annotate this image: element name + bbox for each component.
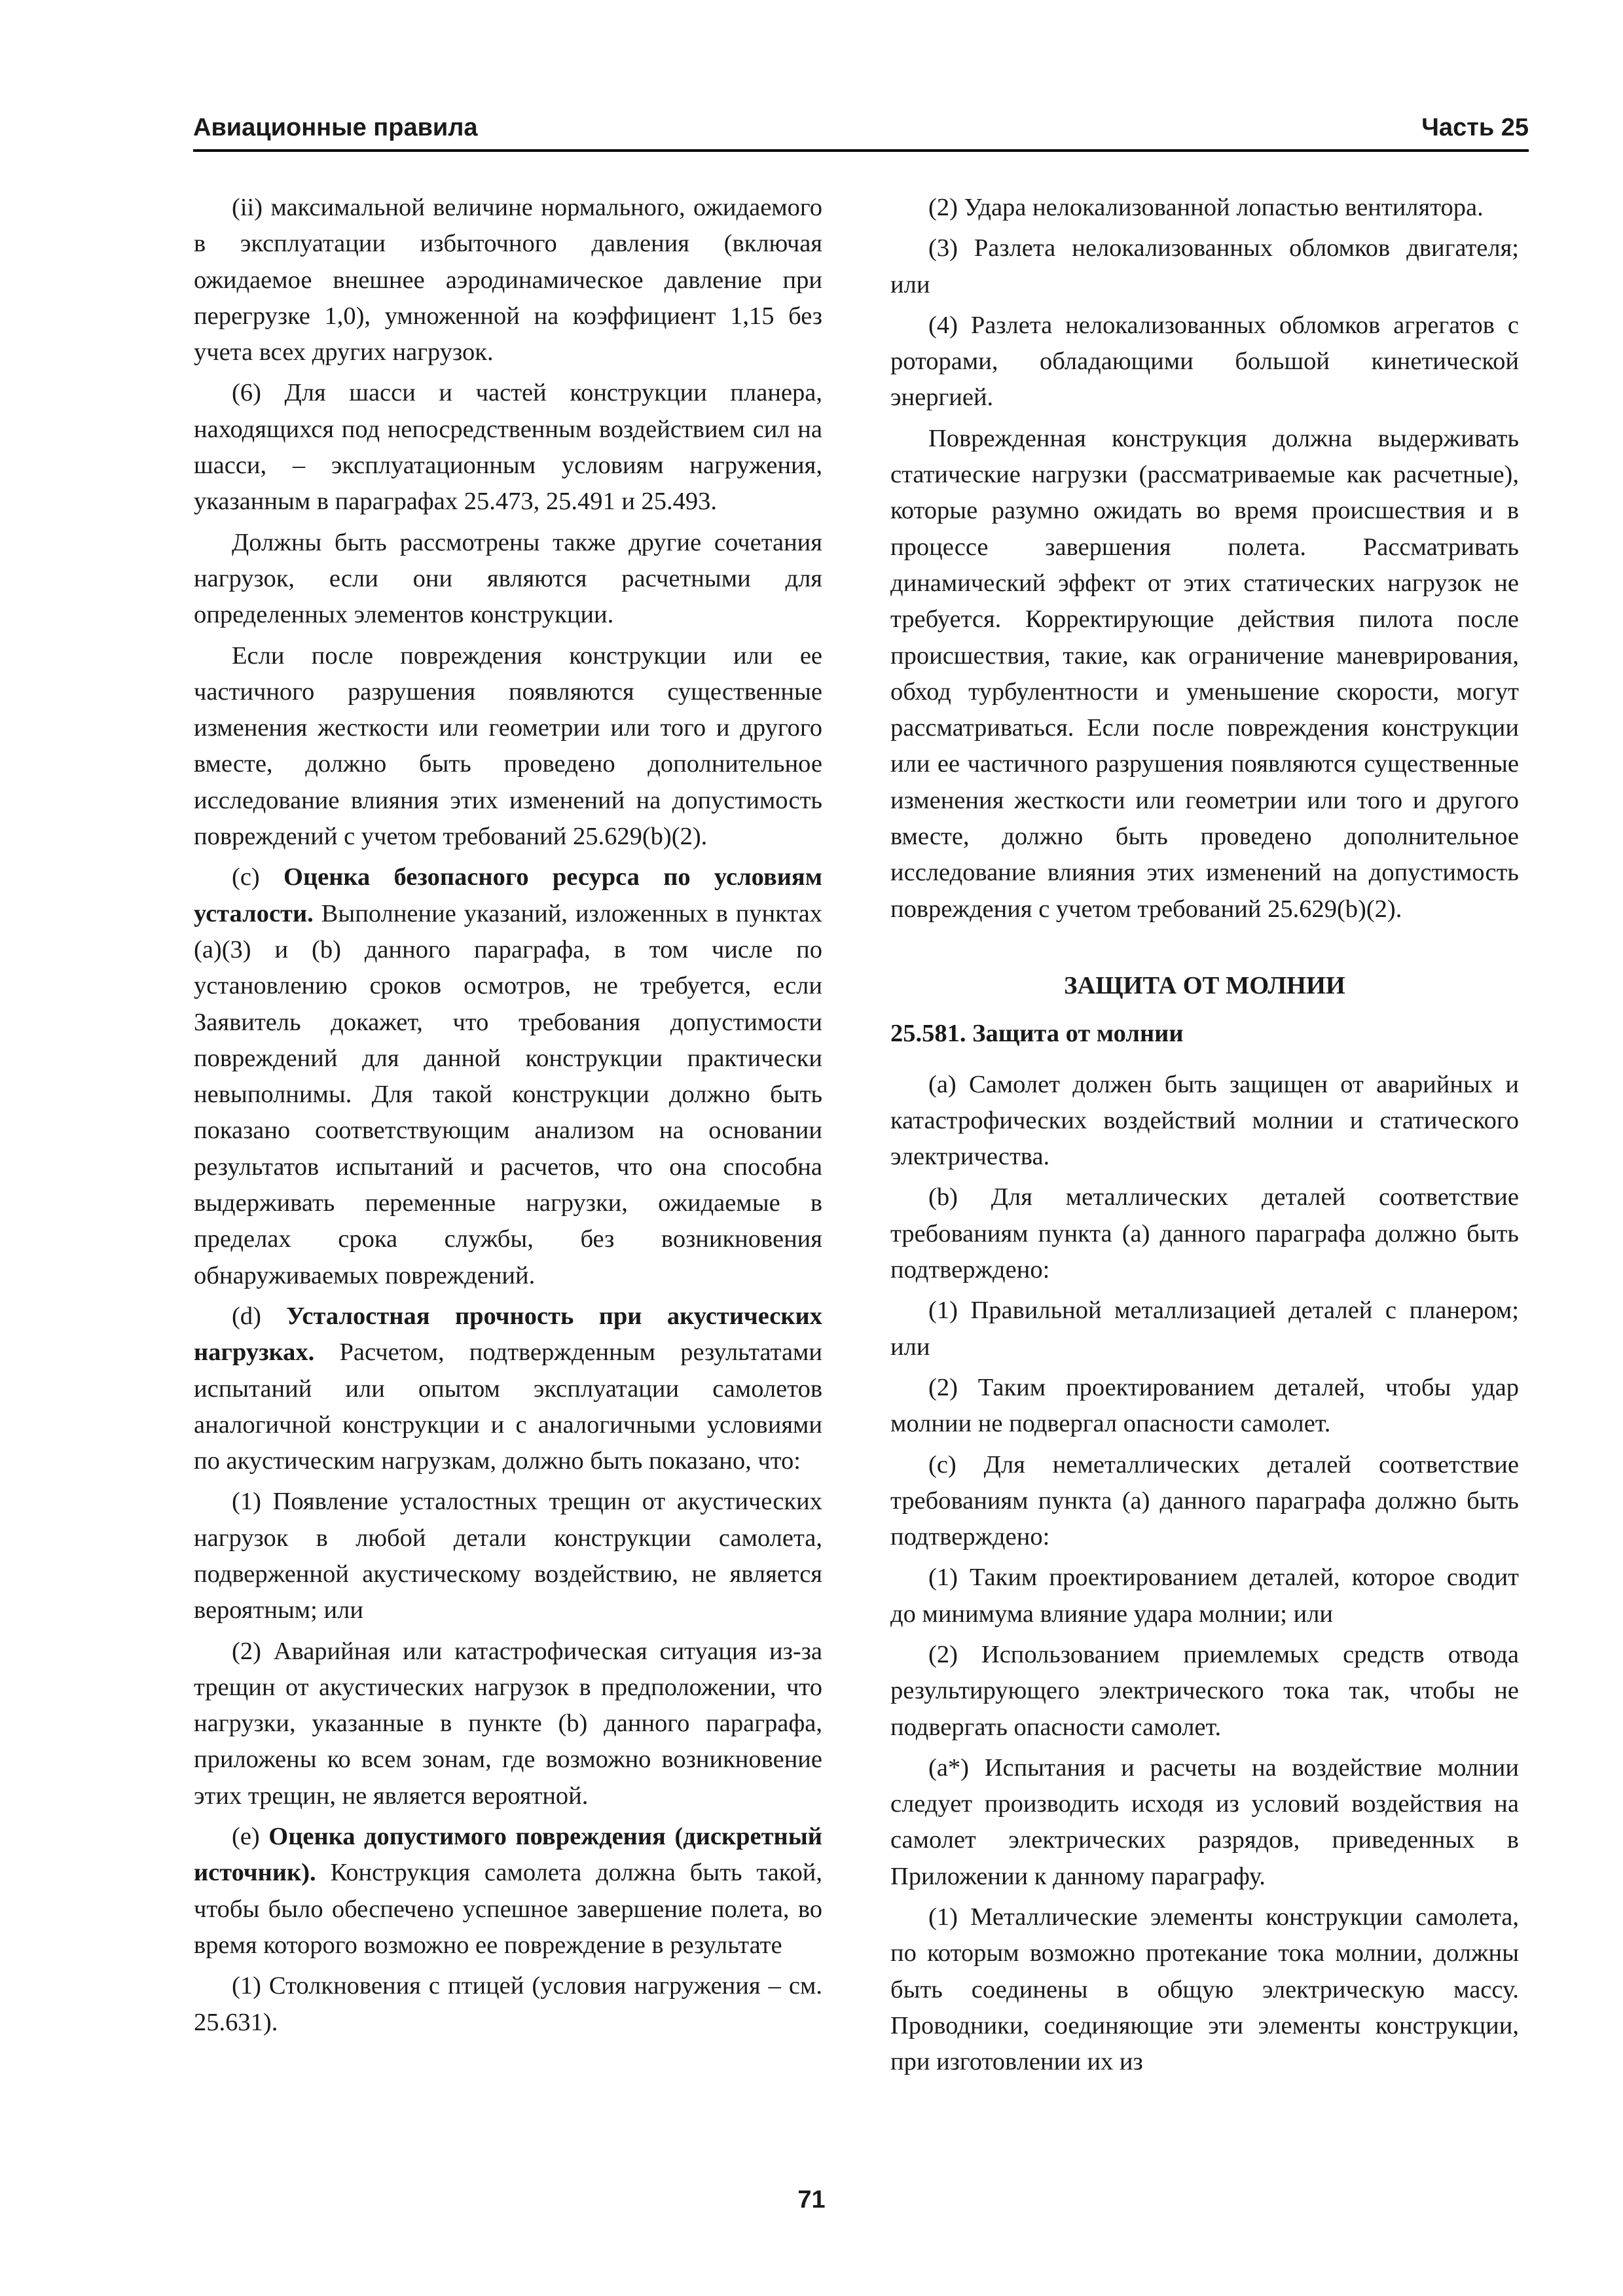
paragraph: (3) Разлета нелокализованных обломков двигателя; или: [890, 234, 1519, 298]
section-title: 25.581. Защита от молнии: [890, 1020, 1184, 1048]
paragraph: (2) Таким проектированием деталей, чтобы удар молнии не подвергал опасности самолет.: [890, 1373, 1519, 1438]
paragraph: (1) Таким проектированием деталей, которое сводит до минимума влияние удара молнии; или: [890, 1564, 1519, 1628]
paragraph: (c) Для неметаллических деталей соответствие требованиям пункта (a) данного параграфа должно быть подтверждено:: [890, 1450, 1519, 1551]
paragraph: (1) Правильной металлизацией деталей с планером; или: [890, 1297, 1519, 1361]
paragraph: (b) Для металлических деталей соответствие требованиям пункта (a) данного параграфа должно быть подтверждено:: [890, 1183, 1519, 1284]
subsection-title: Оценка допустимого повреждения (дискретный источник).: [194, 1823, 822, 1887]
header-part: Часть 25: [1421, 114, 1529, 141]
paragraph: (e) Оценка допустимого повреждения (дискретный источник). Конструкция самолета должна быть такой, чтобы было обеспечено успешное завершение полета, во время которого возможно ее повреждение в результате: [194, 1823, 822, 1959]
page-number: 71: [797, 2186, 826, 2214]
right-column: [890, 190, 1519, 2085]
paragraph: Поврежденная конструкция должна выдерживать статические нагрузки (рассматриваемые как расчетные), которые разумно ожидать во время происшествия и в процессе завершения полета. Рассматривать динамический эффект от этих статических нагрузок не требуется. Корректирующие действия пилота после происшествия, такие, как ограничение маневрирования, обход турбулентности и уменьшение скорости, могут рассматриваться. Если после повреждения конструкции или ее частичного разрушения появляются существенные изменения жесткости или геометрии или того и другого вместе, должно быть проведено дополнительное исследование влияния этих изменений на допустимость повреждения с учетом требований 25.629(b)(2).: [890, 424, 1519, 923]
paragraph: (a) Самолет должен быть защищен от аварийных и катастрофических воздействий молнии и статического электричества.: [890, 1070, 1519, 1171]
paragraph: (d) Усталостная прочность при акустических нагрузках. Расчетом, подтвержденным результатами испытаний или опытом эксплуатации самолетов аналогичной конструкции и с аналогичными условиями по акустическим нагрузкам, должно быть показано, что:: [194, 1302, 822, 1475]
paragraph: (1) Столкновения с птицей (условия нагружения – см. 25.631).: [194, 1972, 822, 2036]
subsection-title: Оценка безопасного ресурса по условиям усталости.: [194, 863, 822, 927]
subsection-title: Усталостная прочность при акустических нагрузках.: [194, 1302, 822, 1367]
section-heading: ЗАЩИТА ОТ МОЛНИИ: [1064, 971, 1345, 999]
header-title: Авиационные правила: [193, 114, 478, 141]
paragraph: Должны быть рассмотрены также другие сочетания нагрузок, если они являются расчетными для определенных элементов конструкции.: [194, 528, 822, 629]
paragraph: (2) Использованием приемлемых средств отвода результирующего электрического тока так, чтобы не подвергать опасности самолет.: [890, 1640, 1519, 1741]
paragraph: Если после повреждения конструкции или ее частичного разрушения появляются существенные изменения жесткости или геометрии или того и другого вместе, должно быть проведено дополнительное исследование влияния этих изменений на допустимость повреждений с учетом требований 25.629(b)(2).: [194, 641, 822, 851]
paragraph: (4) Разлета нелокализованных обломков агрегатов с роторами, обладающими большой кинетической энергией.: [890, 311, 1519, 412]
left-column: [194, 190, 822, 2045]
paragraph: (1) Появление усталостных трещин от акустических нагрузок в любой детали конструкции самолета, подверженной акустическому воздействию, не является вероятным; или: [194, 1488, 822, 1624]
paragraph: (2) Аварийная или катастрофическая ситуация из-за трещин от акустических нагрузок в предположении, что нагрузки, указанные в пункте (b) данного параграфа, приложены ко всем зонам, где возможно возникновение этих трещин, не является вероятной.: [194, 1637, 822, 1810]
paragraph: (6) Для шасси и частей конструкции планера, находящихся под непосредственным воздействием сил на шасси, – эксплуатационным условиям нагружения, указанным в параграфах 25.473, 25.491 и 25.493.: [194, 379, 822, 516]
paragraph: (a*) Испытания и расчеты на воздействие молнии следует производить исходя из условий воздействия на самолет электрических разрядов, приведенных в Приложении к данному параграфу.: [890, 1753, 1519, 1890]
paragraph: (c) Оценка безопасного ресурса по условиям усталости. Выполнение указаний, изложенных в пунктах (a)(3) и (b) данного параграфа, в том числе по установлению сроков осмотров, не требуется, если Заявитель докажет, что требования допустимости повреждений для данной конструкции практически невыполнимы. Для такой конструкции должно быть показано соответствующим анализом на основании результатов испытаний и расчетов, что она способна выдерживать переменные нагрузки, ожидаемые в пределах срока службы, без возникновения обнаруживаемых повреждений.: [194, 863, 822, 1289]
paragraph: (1) Металлические элементы конструкции самолета, по которым возможно протекание тока молнии, должны быть соединены в общую электрическую массу. Проводники, соединяющие эти элементы конструкции, при изготовлении их из: [890, 1903, 1519, 2076]
running-header: [193, 111, 1529, 152]
paragraph: (ii) максимальной величине нормального, ожидаемого в эксплуатации избыточного давления (включая ожидаемое внешнее аэродинамическое давление при перегрузке 1,0), умноженной на коэффициент 1,15 без учета всех других нагрузок.: [194, 194, 822, 367]
paragraph: (2) Удара нелокализованной лопастью вентилятора.: [928, 194, 1484, 221]
